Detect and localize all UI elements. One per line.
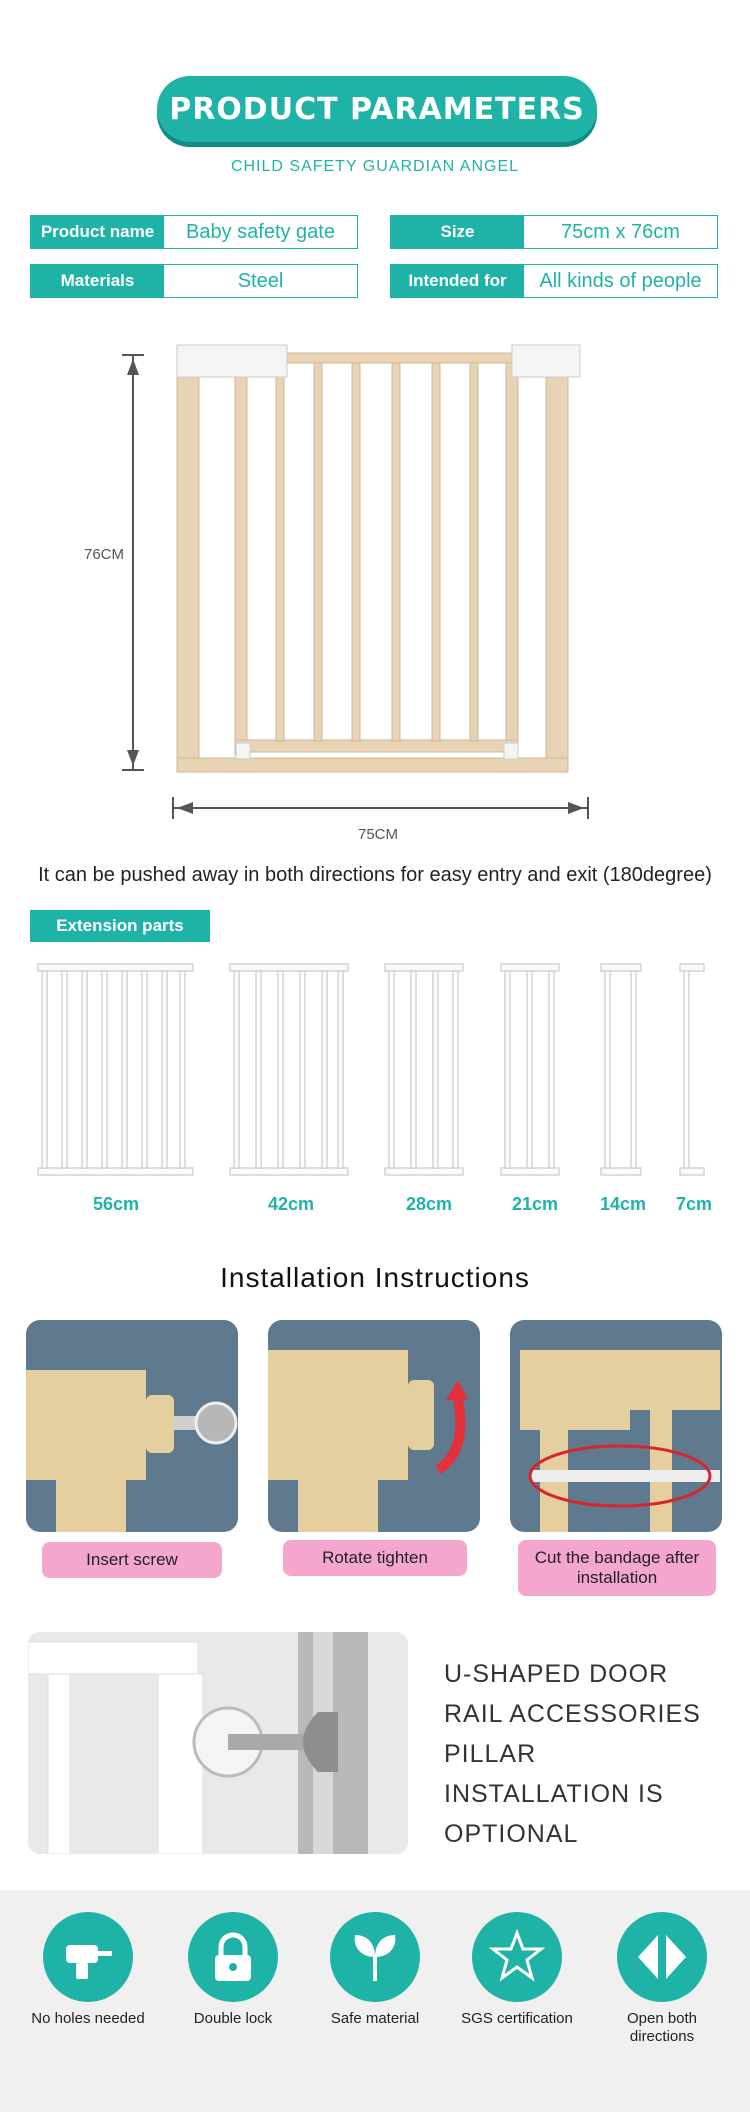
star-icon [472,1912,562,2002]
rail-line: RAIL ACCESSORIES [444,1700,701,1728]
extension-badge: Extension parts [30,910,210,942]
lock-icon [188,1912,278,2002]
extension-label: 56cm [92,1194,140,1214]
step-label: Insert screw [42,1542,222,1578]
step-label: Rotate tighten [283,1540,467,1576]
extension-label: 7cm [675,1194,713,1214]
extension-label: 42cm [267,1194,315,1214]
feature-sgs [452,1912,582,2028]
rail-line: INSTALLATION IS [444,1780,664,1808]
rail-accessory-image [28,1632,408,1854]
extension-label: 21cm [511,1194,559,1214]
param-key: Size [391,216,524,248]
double-arrow-icon [617,1912,707,2002]
param-key: Product name [31,216,164,248]
feature-label: Safe material [330,2010,420,2027]
feature-label: No holes needed [31,2010,145,2027]
extension-label: 28cm [405,1194,453,1214]
param-materials [30,264,358,298]
param-value: Baby safety gate [164,216,357,248]
rail-description [444,1654,701,1854]
step-cut-bandage-image [510,1320,722,1532]
gate-illustration [80,335,600,835]
width-label: 75CM [358,826,399,843]
param-value: All kinds of people [524,265,717,297]
rail-line: OPTIONAL [444,1820,579,1848]
feature-open-both [597,1912,727,2046]
step-rotate-image [268,1320,480,1532]
param-key: Intended for [391,265,524,297]
gate-caption: It can be pushed away in both directions for easy entry and exit (180degree) [38,864,712,886]
subtitle: CHILD SAFETY GUARDIAN ANGEL [230,158,520,175]
installation-title: Installation Instructions [220,1262,530,1293]
step-insert-screw-image [26,1320,238,1532]
param-intended [390,264,718,298]
param-value: 75cm x 76cm [524,216,717,248]
drill-icon [43,1912,133,2002]
sprout-icon [330,1912,420,2002]
feature-label: SGS certification [461,2010,573,2027]
step-label: Cut the bandage after installation [518,1540,716,1596]
extension-label: 14cm [599,1194,647,1214]
extension-parts [30,960,720,1180]
page-title: PRODUCT PARAMETERS [157,76,597,142]
feature-safe-material [310,1912,440,2028]
feature-double-lock [168,1912,298,2028]
feature-label: Double lock [193,2010,273,2027]
height-label: 76CM [84,546,125,563]
param-value: Steel [164,265,357,297]
feature-no-holes [23,1912,153,2028]
param-product-name [30,215,358,249]
feature-label: Open both directions [626,2010,698,2045]
rail-line: U-SHAPED DOOR [444,1660,669,1688]
param-size [390,215,718,249]
param-key: Materials [31,265,164,297]
rail-line: PILLAR [444,1740,537,1768]
